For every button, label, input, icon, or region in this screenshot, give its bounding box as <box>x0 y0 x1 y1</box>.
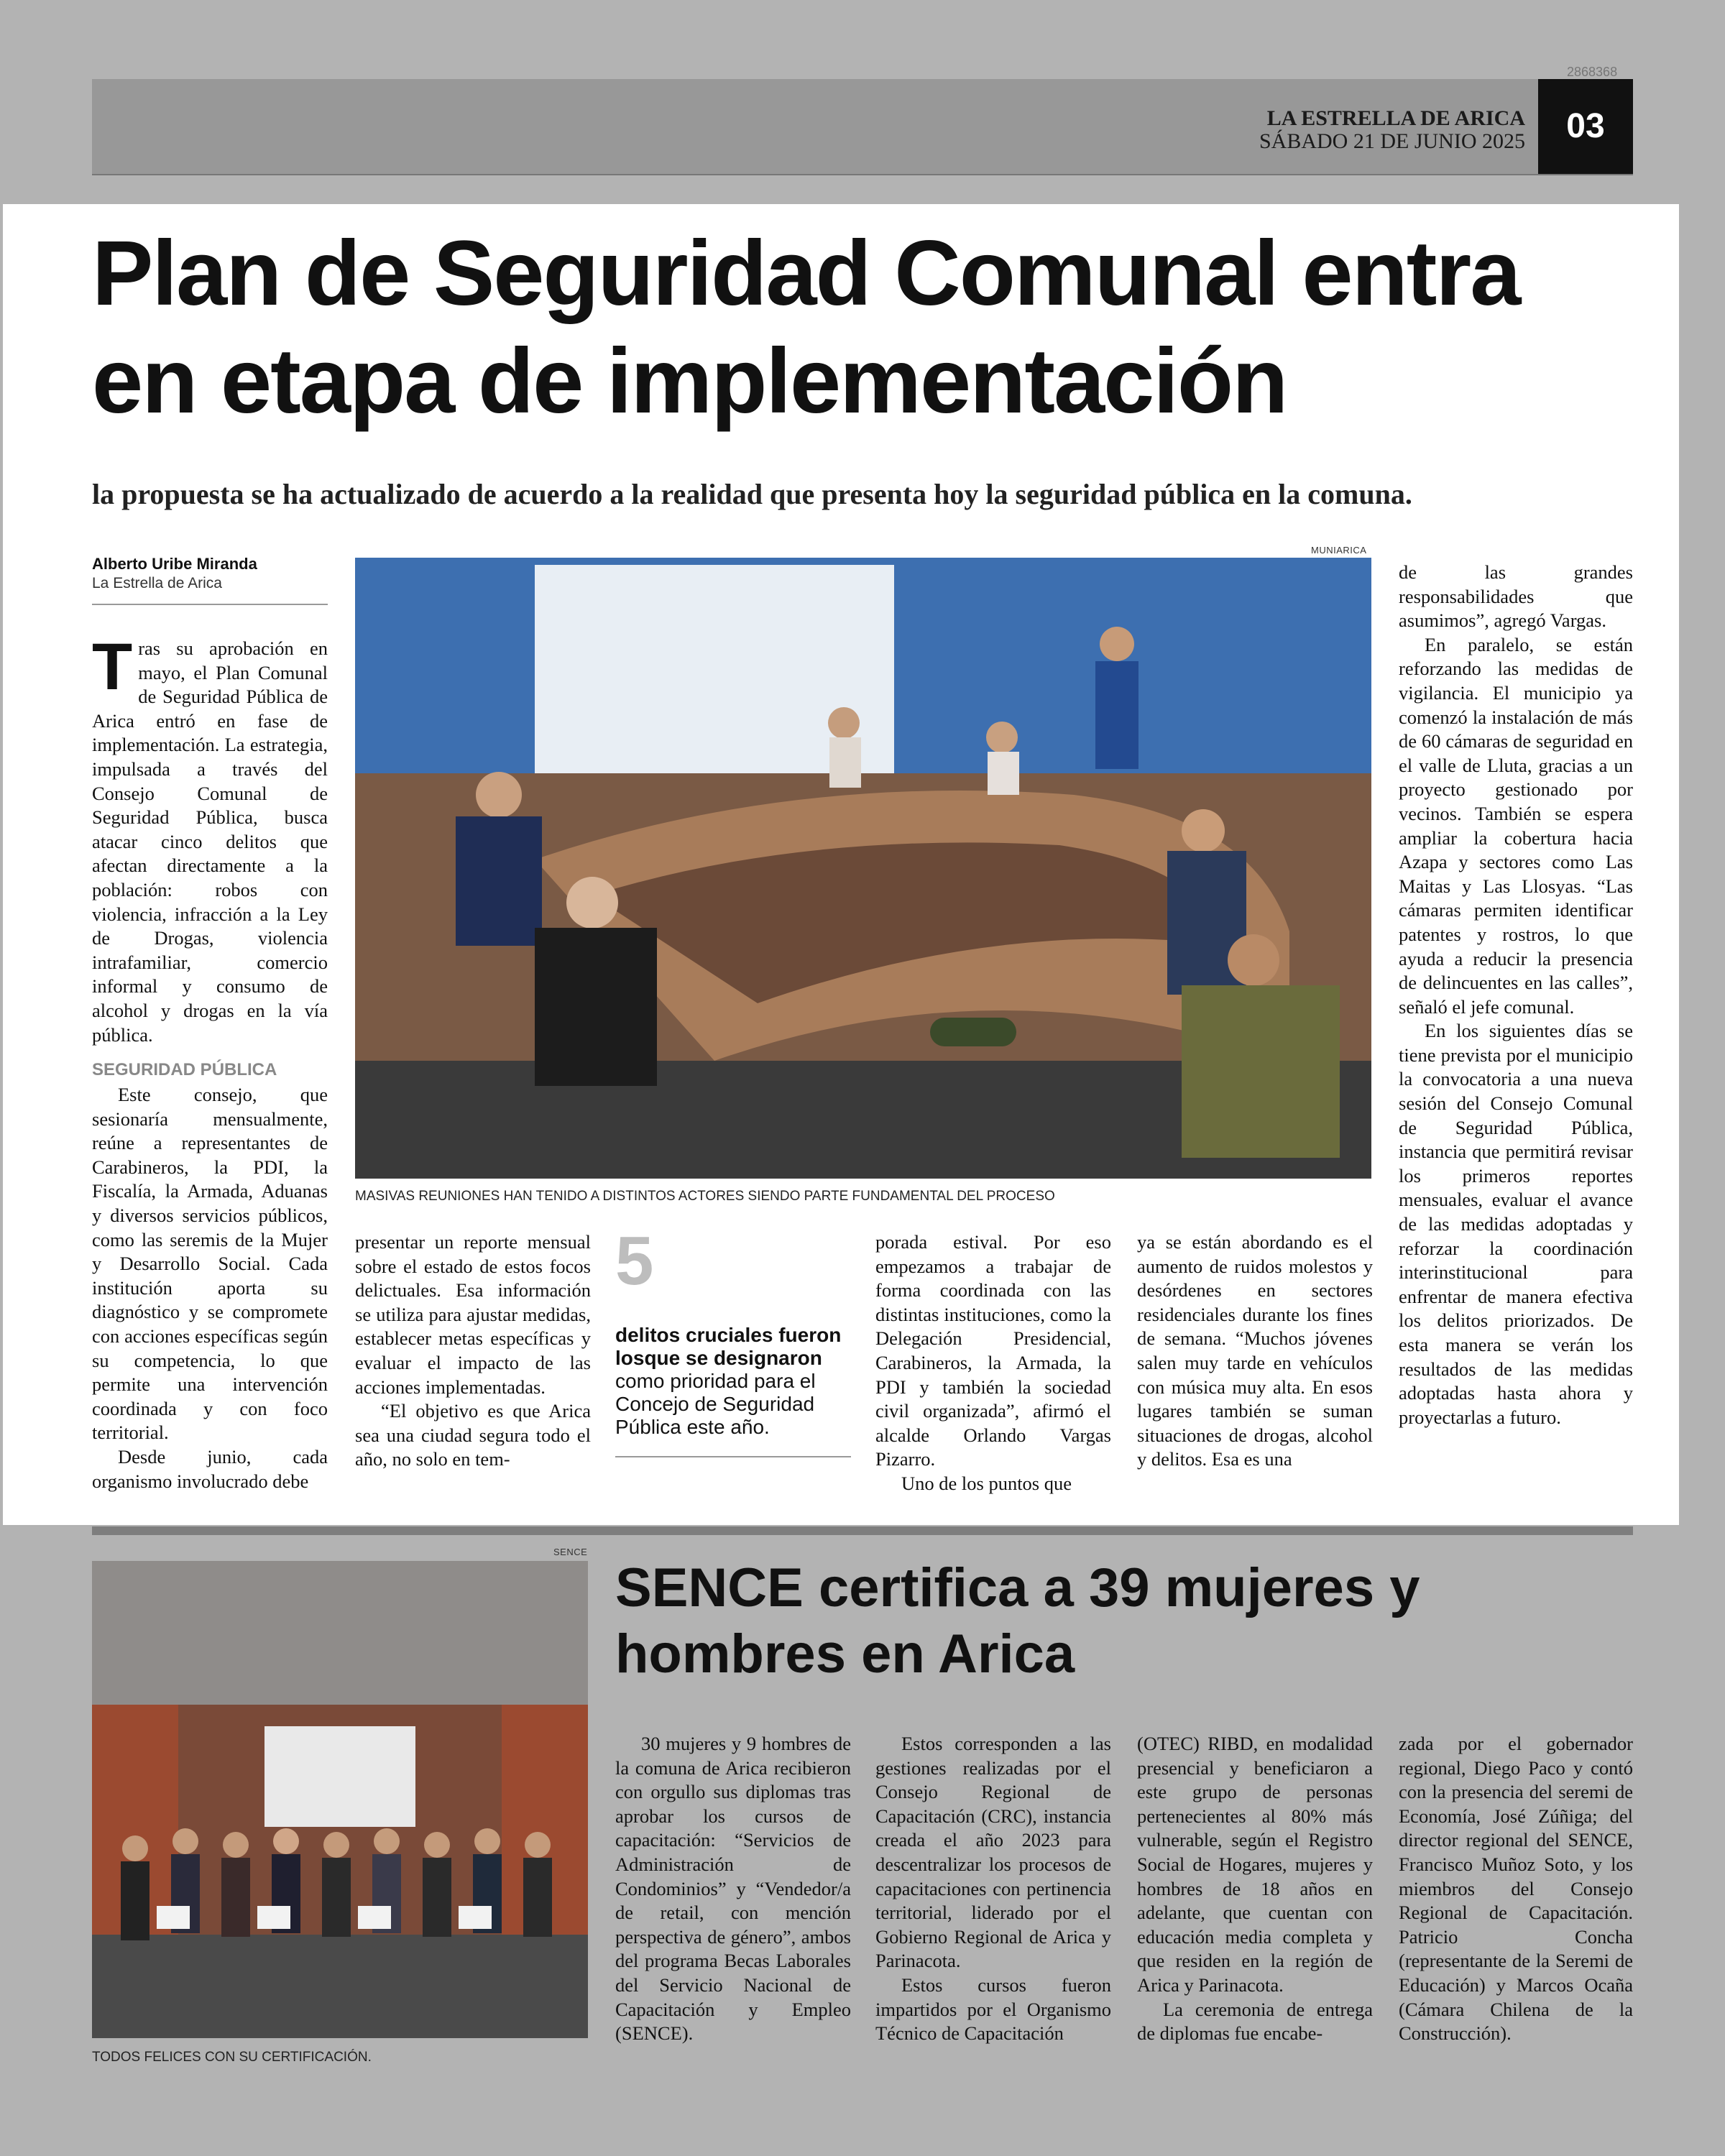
newspaper-name: LA ESTRELLA DE ARICA <box>1266 106 1525 130</box>
main-col1-para2: Este consejo, que sesionaría mensualmente, reúne a representantes de Carabineros, la PDI, la Fiscalía, la Armada, Aduanas y diversos servicios públicos, como las seremis de la Mujer y Desarrollo Social. Cada institución aporta su diagnóstico y se compromete con acciones específicas según su competencia, lo que permite una intervención coordinada y con foco territorial. <box>92 1084 328 1444</box>
sence-col4-para1: zada por el gobernador regional, Diego Paco y contó con la presencia del seremi de Economía, José Zúñiga; del director regional del SENCE, Francisco Muñoz Soto, y los miembros del Consejo Regional de Capacitación. Patricio Concha (representante de la Seremi de Educación) y Marcos Ocaña (Cámara Chilena de la Construcción). <box>1399 1733 1633 2045</box>
sence-col3-para2: La ceremonia de entrega de diplomas fue encabe- <box>1137 1998 1373 2045</box>
drop-cap: T <box>92 630 133 704</box>
council-meeting-photo <box>355 558 1371 1179</box>
author-outlet: La Estrella de Arica <box>92 575 222 591</box>
main-col-6 <box>1399 561 1633 1429</box>
sence-col2-para1: Estos corresponden a las gestiones realizadas por el Consejo Regional de Capacitación (CRC), instancia creada el año 2023 para descentralizar los procesos de capacitaciones con pertinencia territorial, liderado por el Gobierno Regional de Arica y Parinacota. <box>875 1733 1111 1972</box>
factbox <box>615 1324 851 1439</box>
sence-col-4 <box>1399 1732 1633 2046</box>
article-separator <box>92 1526 1633 1535</box>
sence-headline <box>615 1555 1633 1687</box>
sence-photo-credit: SENCE <box>553 1547 588 1557</box>
sence-col-3 <box>1137 1732 1373 2046</box>
main-headline-line1: Plan de Seguridad Comunal entra <box>92 222 1520 325</box>
main-col2-para1: presentar un reporte mensual sobre el estado de estos focos delictuales. Esa información se utiliza para ajustar medidas, establecer metas específicas y evaluar el impacto de las acciones implementadas. <box>355 1231 591 1398</box>
sence-col-1 <box>615 1732 851 2046</box>
factbox-number: 5 <box>615 1222 654 1299</box>
main-col-4 <box>875 1230 1111 1496</box>
author-name: Alberto Uribe Miranda <box>92 555 257 573</box>
page-number: 03 <box>1538 79 1633 174</box>
main-col5-para1: ya se están abordando es el aumento de ruidos molestos y desórdenes en sectores residenciales durante los fines de semana. “Muchos jóvenes salen muy tarde en vehículos con música muy alta. En esos lugares también se suman situaciones de drogas, alcohol y delitos. Esa es una <box>1137 1231 1373 1470</box>
main-headline-line2: en etapa de implementación <box>92 330 1287 433</box>
subhead-seguridad: SEGURIDAD PÚBLICA <box>92 1060 277 1080</box>
sence-headline-line1: SENCE certifica a 39 mujeres y <box>615 1557 1420 1618</box>
main-col6-para1: de las grandes responsabilidades que asumimos”, agregó Vargas. <box>1399 561 1633 632</box>
main-col4-para2: Uno de los puntos que <box>901 1472 1072 1494</box>
main-col1-para3: Desde junio, cada organismo involucrado debe <box>92 1446 328 1492</box>
main-col6-para2: En paralelo, se están reforzando las medidas de vigilancia. El municipio ya comenzó la instalación de más de 60 cámaras de seguridad en el valle de Lluta, gracias a un proyecto gestionado por vecinos. También se espera ampliar la cobertura hacia Azapa y sectores como Las Maitas y Las Llosyas. “Las cámaras permiten identificar patentes y rostros, lo que ayuda a reducir la presencia de delincuentes en las calles”, señaló el jefe comunal. <box>1399 633 1633 1018</box>
main-col-2 <box>355 1230 591 1472</box>
factbox-rule <box>615 1456 851 1457</box>
main-headline <box>92 220 1644 436</box>
sence-headline-line2: hombres en Arica <box>615 1623 1075 1685</box>
sence-photo-caption: TODOS FELICES CON SU CERTIFICACIÓN. <box>92 2050 372 2065</box>
sence-col1-para1: 30 mujeres y 9 hombres de la comuna de Arica recibieron con orgullo sus diplomas tras aprobar los cursos de capacitación: “Servicios de Administración de Condominios” y “Vendedor/a de retail, con mención perspectiva de género”, ambos del programa Becas Laborales del Servicio Nacional de Capacitación y Empleo (SENCE). <box>615 1733 851 2045</box>
sence-col2-para2: Estos cursos fueron impartidos por el Organismo Técnico de Capacitación <box>875 1973 1111 2045</box>
sence-col3-para1: (OTEC) RIBD, en modalidad presencial y beneficiaron a este grupo de personas pertenecientes al 80% más vulnerable, según el Registro Social de Hogares, mujeres y hombres de 18 años en adelante, que cuentan con educación media completa y que residen en la región de Arica y Parinacota. <box>1137 1733 1373 1996</box>
graduates-photo <box>92 1561 588 2038</box>
main-deck: la propuesta se ha actualizado de acuerdo a la realidad que presenta hoy la seguridad pública en la comuna. <box>92 478 1412 510</box>
main-col1-para1 <box>92 630 328 1047</box>
main-col2-para2: “El objetivo es que Arica sea una ciudad segura todo el año, no solo en tem- <box>355 1400 591 1470</box>
main-photo-credit: MUNIARICA <box>1311 545 1367 556</box>
page-id: 2868368 <box>1567 65 1618 79</box>
main-col6-para3: En los siguientes días se tiene prevista por el municipio la convocatoria a una nueva sesión del Consejo Comunal de Seguridad Pública, instancia que permitirá revisar los primeros reportes mensuales, evaluar el avance de las medidas adoptadas y reforzar la coordinación interinstitucional para enfrentar de manera efectiva los delitos priorizados. De esta manera se verán los resultados de las medidas adoptadas hasta ahora y proyectarlas a futuro. <box>1399 1020 1633 1428</box>
main-photo-caption: MASIVAS REUNIONES HAN TENIDO A DISTINTOS ACTORES SIENDO PARTE FUNDAMENTAL DEL PROCESO <box>355 1189 1055 1204</box>
main-col-1 <box>92 630 328 1493</box>
main-col4-para1: porada estival. Por eso empezamos a trabajar de forma coordinada con las distintas instituciones, como la Delegación Presidencial, Carabineros, la Armada, la PDI y también la sociedad civil organizada”, afirmó el alcalde Orlando Vargas Pizarro. <box>875 1231 1111 1470</box>
byline-rule <box>92 604 328 605</box>
sence-col-2 <box>875 1732 1111 2046</box>
main-col1-para1-text: ras su aprobación en mayo, el Plan Comunal de Seguridad Pública de Arica entró en fase de implementación. La estrategia, impulsada a través del Consejo Comunal de Seguridad Pública, busca atacar cinco delitos que afectan directamente a la población: robos con violencia, infracción a la Ley de Drogas, violencia intrafamiliar, comercio informal y consumo de alcohol y drogas en la vía pública. <box>92 637 328 1046</box>
main-col-5 <box>1137 1230 1373 1472</box>
factbox-bold: delitos cruciales fueron losque se designaron <box>615 1324 842 1369</box>
factbox-text: como prioridad para el Concejo de Seguridad Pública este año. <box>615 1370 816 1438</box>
issue-date: SÁBADO 21 DE JUNIO 2025 <box>1259 129 1525 153</box>
